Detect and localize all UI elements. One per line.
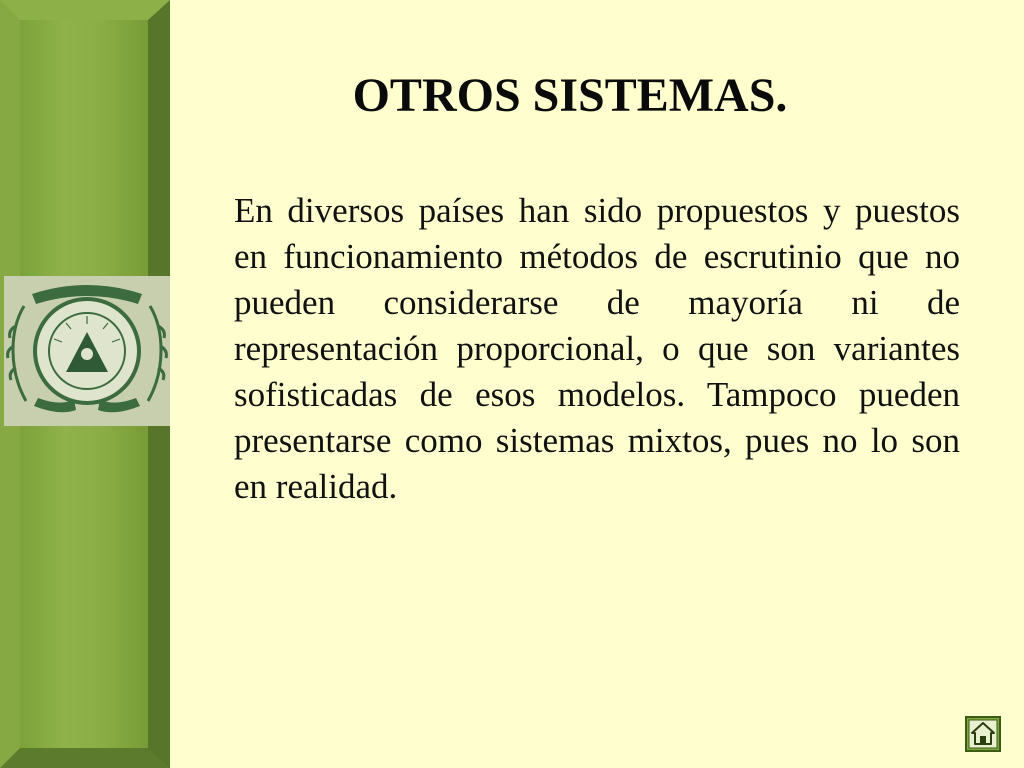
home-button[interactable]: [965, 716, 1001, 752]
slide-title: OTROS SISTEMAS.: [352, 69, 788, 122]
seal-eye: [81, 348, 93, 360]
slide-body-paragraph: En diversos países han sido propuestos y puestos en funcionamiento métodos de escrutinio que no pueden considerarse de mayoría ni de representación proporcional, o que son variantes sofisticadas de esos modelos. Tampoco pueden presentarse como sistemas mixtos, pues no lo son en realidad.: [234, 191, 960, 506]
university-seal-icon: [4, 276, 170, 426]
